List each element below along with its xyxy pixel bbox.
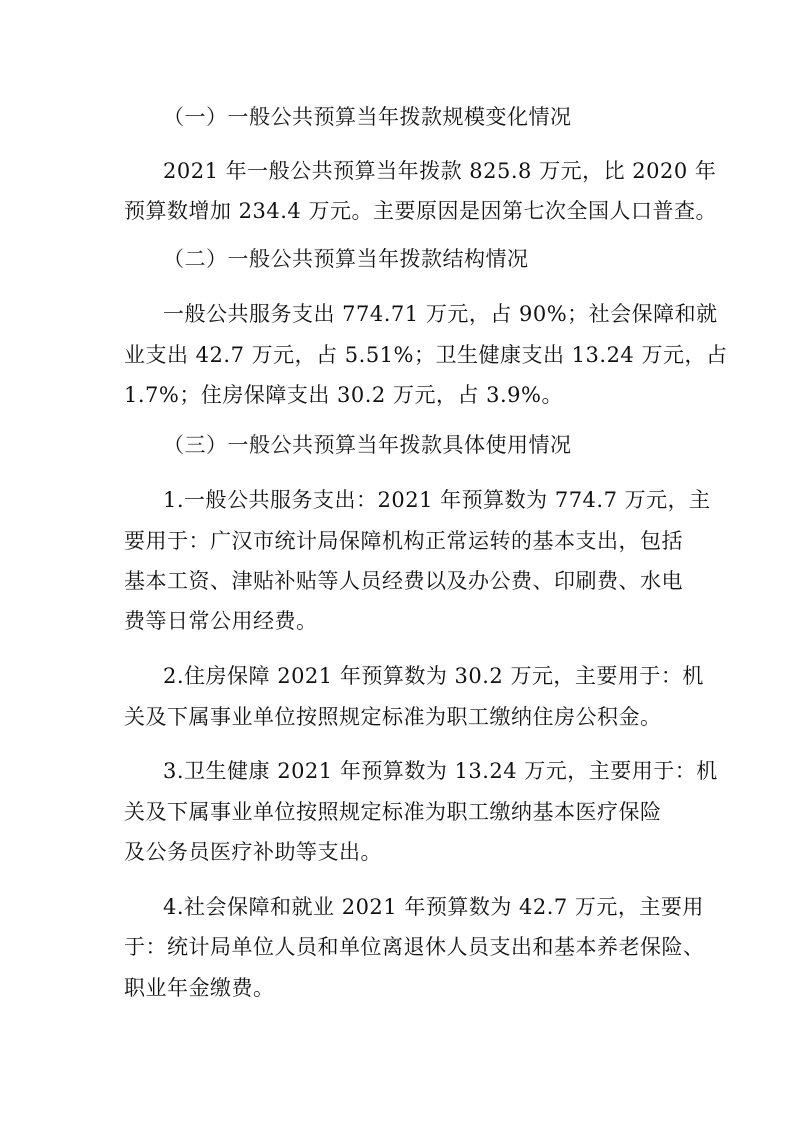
section-1-paragraph-line-2: 预算数增加 234.4 万元。主要原因是因第七次全国人口普查。	[124, 199, 717, 223]
item-4-line-2: 于：统计局单位人员和单位离退休人员支出和基本养老保险、	[124, 935, 705, 959]
item-2-line-2: 关及下属事业单位按照规定标准为职工缴纳住房公积金。	[124, 705, 662, 729]
section-2-heading: （二）一般公共预算当年拨款结构情况	[163, 247, 529, 271]
item-3-line-3: 及公务员医疗补助等支出。	[124, 840, 382, 864]
item-1-line-4: 费等日常公用经费。	[124, 609, 318, 633]
item-3-line-2: 关及下属事业单位按照规定标准为职工缴纳基本医疗保险	[124, 800, 662, 824]
item-1-line-2: 要用于：广汉市统计局保障机构正常运转的基本支出，包括	[124, 529, 683, 553]
section-2-paragraph-line-3: 1.7%；住房保障支出 30.2 万元，占 3.9%。	[124, 383, 563, 407]
section-2-paragraph-line-1: 一般公共服务支出 774.71 万元，占 90%；社会保障和就	[163, 302, 718, 326]
item-1-line-1: 1.一般公共服务支出：2021 年预算数为 774.7 万元，主	[163, 488, 711, 512]
section-2-paragraph-line-2: 业支出 42.7 万元，占 5.51%；卫生健康支出 13.24 万元，占	[124, 343, 728, 367]
section-3-heading: （三）一般公共预算当年拨款具体使用情况	[163, 433, 572, 457]
item-4-line-1: 4.社会保障和就业 2021 年预算数为 42.7 万元，主要用	[163, 895, 704, 919]
item-3-line-1: 3.卫生健康 2021 年预算数为 13.24 万元，主要用于：机	[163, 759, 718, 783]
item-4-line-3: 职业年金缴费。	[124, 976, 275, 1000]
item-1-line-3: 基本工资、津贴补贴等人员经费以及办公费、印刷费、水电	[124, 569, 683, 593]
section-1-heading: （一）一般公共预算当年拨款规模变化情况	[163, 105, 572, 129]
section-1-paragraph-line-1: 2021 年一般公共预算当年拨款 825.8 万元，比 2020 年	[163, 159, 717, 183]
item-2-line-1: 2.住房保障 2021 年预算数为 30.2 万元，主要用于：机	[163, 664, 704, 688]
